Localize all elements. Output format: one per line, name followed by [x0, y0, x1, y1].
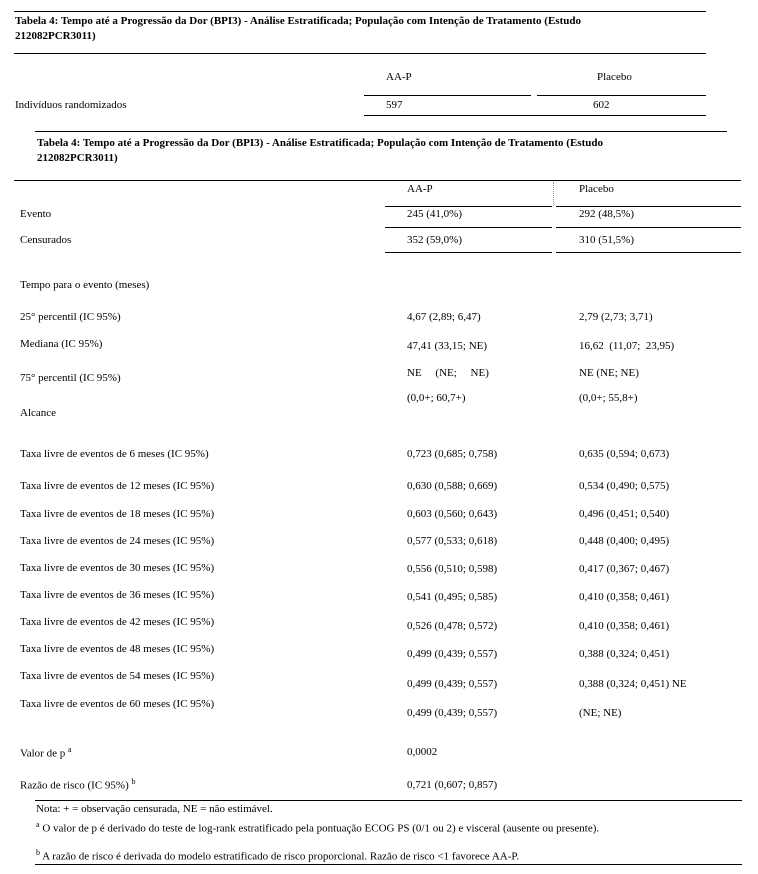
top-header-aap: AA-P	[386, 71, 412, 83]
top-row-placebo: 602	[593, 99, 610, 111]
note-b-text: A razão de risco é derivada do modelo estratificado de risco proporcional. Razão de risco <1 favorece AA-P.	[40, 850, 520, 863]
row-rate-30-aap: 0,556 (0,510; 0,598)	[407, 563, 498, 575]
row-rate-48-label: Taxa livre de eventos de 48 meses (IC 95%)	[20, 643, 215, 655]
row-p25-label: 25° percentil (IC 95%)	[20, 311, 121, 323]
main-header-placebo: Placebo	[579, 183, 614, 195]
main-table-title-line1: Tabela 4: Tempo até a Progressão da Dor (BPI3) - Análise Estratificada; População com Intenção de Tratamento (Estudo	[37, 137, 603, 149]
row-rate-6-aap: 0,723 (0,685; 0,758)	[407, 448, 498, 460]
row-hr-aap: 0,721 (0,607; 0,857)	[407, 779, 498, 791]
note-b	[36, 846, 736, 864]
row-rate-30-placebo: 0,417 (0,367; 0,467)	[579, 563, 670, 575]
row-rate-24-placebo: 0,448 (0,400; 0,495)	[579, 535, 670, 547]
row-p75-label: 75° percentil (IC 95%)	[20, 372, 121, 384]
top-table-title-rule	[14, 53, 706, 54]
row-mediana-label: Mediana (IC 95%)	[20, 338, 103, 350]
row-rate-54-aap: 0,499 (0,439; 0,557)	[407, 678, 498, 690]
row-rate-12-label: Taxa livre de eventos de 12 meses (IC 95%)	[20, 480, 215, 492]
main-header-divider	[553, 182, 554, 206]
top-header-rule-placebo	[537, 95, 706, 96]
row-pvalue-label-text: Valor de p	[20, 747, 68, 760]
row-evento-aap: 245 (41,0%)	[407, 208, 462, 220]
note-a	[36, 818, 676, 836]
row-censurados-placebo: 310 (51,5%)	[579, 234, 634, 246]
row-censurados-label: Censurados	[20, 234, 72, 246]
main-header-rule-placebo	[556, 206, 741, 207]
row-rate-60-label: Taxa livre de eventos de 60 meses (IC 95%)	[20, 698, 215, 710]
row-rate-54-placebo: 0,388 (0,324; 0,451) NE	[579, 678, 687, 690]
row-rate-42-label: Taxa livre de eventos de 42 meses (IC 95%)	[20, 616, 215, 628]
row-censurados-aap: 352 (59,0%)	[407, 234, 462, 246]
row-censurados-rule-aap	[385, 252, 552, 253]
row-pvalue-sup: a	[67, 745, 72, 754]
row-rate-54-label: Taxa livre de eventos de 54 meses (IC 95%)	[20, 670, 215, 682]
row-evento-placebo: 292 (48,5%)	[579, 208, 634, 220]
row-rate-42-placebo: 0,410 (0,358; 0,461)	[579, 620, 670, 632]
row-rate-18-placebo: 0,496 (0,451; 0,540)	[579, 508, 670, 520]
top-table-title-line2: 212082PCR3011)	[15, 30, 96, 42]
row-p25-aap: 4,67 (2,89; 6,47)	[407, 311, 481, 323]
note-line1: Nota: + = observação censurada, NE = não estimável.	[36, 803, 273, 815]
row-evento-label: Evento	[20, 208, 52, 220]
row-pvalue-label	[20, 745, 72, 760]
main-table-bottom-rule	[35, 800, 742, 801]
row-censurados-rule-placebo	[556, 252, 741, 253]
top-row-aap: 597	[386, 99, 403, 111]
main-table-title-line2: 212082PCR3011)	[37, 152, 118, 164]
row-rate-12-aap: 0,630 (0,588; 0,669)	[407, 480, 498, 492]
row-rate-36-placebo: 0,410 (0,358; 0,461)	[579, 591, 670, 603]
top-table-title	[15, 14, 705, 44]
main-header-rule-aap	[385, 206, 552, 207]
row-rate-48-aap: 0,499 (0,439; 0,557)	[407, 648, 498, 660]
top-header-placebo: Placebo	[597, 71, 632, 83]
row-rate-36-label: Taxa livre de eventos de 36 meses (IC 95%)	[20, 589, 215, 601]
main-header-aap: AA-P	[407, 183, 433, 195]
notes-bottom-rule	[35, 864, 742, 865]
note-a-text: O valor de p é derivado do teste de log-rank estratificado pela pontuação ECOG PS (0/1 ou 2) e visceral (ausente ou presente).	[39, 822, 600, 835]
row-p75-placebo: NE (NE; NE)	[579, 367, 639, 379]
row-rate-6-placebo: 0,635 (0,594; 0,673)	[579, 448, 670, 460]
row-hr-label	[20, 777, 136, 792]
note-b-mark: b	[36, 848, 40, 857]
row-tempo-label: Tempo para o evento (meses)	[20, 279, 150, 291]
row-rate-60-placebo: (NE; NE)	[579, 707, 622, 719]
row-mediana-placebo: 16,62 (11,07; 23,95)	[579, 340, 675, 352]
row-p25-placebo: 2,79 (2,73; 3,71)	[579, 311, 653, 323]
row-alcance-label: Alcance	[20, 407, 57, 419]
row-rate-36-aap: 0,541 (0,495; 0,585)	[407, 591, 498, 603]
row-rate-24-label: Taxa livre de eventos de 24 meses (IC 95%)	[20, 535, 215, 547]
row-alcance-aap: (0,0+; 60,7+)	[407, 392, 466, 404]
main-table-title-rule	[14, 180, 741, 181]
row-mediana-aap: 47,41 (33,15; NE)	[407, 340, 488, 352]
row-rate-30-label: Taxa livre de eventos de 30 meses (IC 95%)	[20, 562, 215, 574]
row-p75-aap: NE (NE; NE)	[407, 367, 489, 379]
row-rate-18-label: Taxa livre de eventos de 18 meses (IC 95%)	[20, 508, 215, 520]
row-rate-42-aap: 0,526 (0,478; 0,572)	[407, 620, 498, 632]
row-hr-label-text: Razão de risco (IC 95%)	[20, 779, 132, 792]
top-table-bottom-rule	[364, 115, 706, 116]
top-header-rule-aap	[364, 95, 531, 96]
row-rate-18-aap: 0,603 (0,560; 0,643)	[407, 508, 498, 520]
main-table-title	[37, 136, 727, 166]
note-a-mark: a	[36, 820, 40, 829]
row-rate-6-label: Taxa livre de eventos de 6 meses (IC 95%)	[20, 448, 209, 460]
row-hr-sup: b	[131, 777, 136, 786]
row-rate-60-aap: 0,499 (0,439; 0,557)	[407, 707, 498, 719]
row-rate-24-aap: 0,577 (0,533; 0,618)	[407, 535, 498, 547]
main-table-top-rule	[35, 131, 727, 132]
top-table-top-rule	[14, 11, 706, 12]
row-alcance-placebo: (0,0+; 55,8+)	[579, 392, 638, 404]
row-evento-rule-aap	[385, 227, 552, 228]
row-pvalue-aap: 0,0002	[407, 746, 438, 758]
top-table-title-line1: Tabela 4: Tempo até a Progressão da Dor (BPI3) - Análise Estratificada; População com Intenção de Tratamento (Estudo	[15, 15, 581, 27]
row-evento-rule-placebo	[556, 227, 741, 228]
row-rate-12-placebo: 0,534 (0,490; 0,575)	[579, 480, 670, 492]
top-row-label: Indivíduos randomizados	[15, 99, 127, 111]
row-rate-48-placebo: 0,388 (0,324; 0,451)	[579, 648, 670, 660]
